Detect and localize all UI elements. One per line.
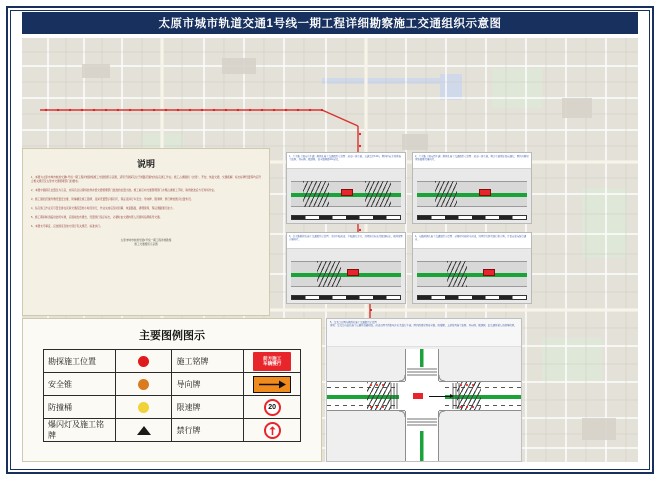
legend-label-survey-location: 勘探施工位置 — [44, 350, 116, 373]
intersection-caption-line: 说明：交叉口内钻孔施工应避开高峰时段，封闭范围不得影响左转及直行车流；围挡四周设置安全锥、防撞桶，上游设置施工铭牌、导向牌、限速牌，由交通协管人员现场指挥。 — [330, 324, 517, 328]
thumbnail-drawing — [413, 249, 531, 303]
yellow-dot-icon — [138, 402, 149, 413]
description-heading: 说明 — [136, 159, 155, 169]
legend-symbol-cell — [115, 396, 172, 419]
description-paragraph: 3、施工围挡范围外侧设置安全锥、防撞桶及施工铭牌，夜间设置警示爆闪灯，保证夜间行车安全；导向牌、限速牌、禁行牌按图示位置布设。 — [31, 198, 194, 202]
description-paragraph: 5、施工期间如需临时封闭车道，应提前发布通告，设置绕行指示标志，必要时由交通协管人员现场指挥疏导交通。 — [31, 216, 163, 220]
description-paragraph: 6、本图未尽事宜，应按国家及地方现行有关规范、标准执行。 — [31, 225, 103, 229]
thumbnail-drawing — [413, 169, 531, 223]
legend-row — [44, 350, 301, 373]
work-sign-marker — [483, 269, 495, 276]
description-paragraph: 1、本图为太原市城市轨道交通1号线一期工程详细勘察施工交通组织示意图，适用于勘探孔位于道路范围内的钻孔施工作业。施工占道围挡（封闭）、开挖、恢复交通、交通疏解、标志标牌设置等均应符合相关规范及太原市交通管理部门的要求。 — [31, 176, 261, 184]
thumbnail-caption: 4、支路勘探孔施工交通组织示意图：必要时可临时全封闭，设置禁行牌及绕行指示牌，并提前发布绕行通告。 — [413, 233, 531, 249]
thumbnail-drawing — [287, 249, 405, 303]
legend-symbol-cell — [115, 373, 172, 396]
red-dot-icon — [138, 356, 149, 367]
beacon-light-icon — [137, 426, 151, 435]
scale-bar — [417, 295, 527, 300]
legend-label-guide-sign: 导向牌 — [172, 373, 244, 396]
description-panel — [22, 148, 270, 316]
work-zone-hatch — [435, 181, 457, 207]
legend-panel — [22, 318, 322, 462]
legend-row — [44, 373, 301, 396]
legend-row — [44, 419, 301, 442]
work-sign-icon — [253, 352, 291, 371]
legend-symbol-cell — [115, 419, 172, 442]
median-green — [291, 273, 401, 277]
legend-label-safety-cone: 安全锥 — [44, 373, 116, 396]
thumbnail-caption: 2、主干路（双向四车道）勘探孔施工交通组织示意图：封闭一条车道，剩余车道保证双向通行，围挡外侧设置防撞桶及爆闪灯。 — [413, 153, 531, 169]
thumbnail-drawing — [287, 169, 405, 223]
description-footer-line: 太原市城市轨道交通1号线一期工程详细勘察 — [120, 239, 172, 243]
sheet-title: 太原市城市轨道交通1号线一期工程详细勘察施工交通组织示意图 — [22, 12, 638, 34]
legend-label-work-sign: 施工铭牌 — [172, 350, 244, 373]
scale-bar — [417, 215, 527, 220]
work-zone-hatch — [365, 181, 391, 207]
work-sign-line-2: 车辆慢行 — [262, 361, 282, 366]
legend-label-no-entry-sign: 禁行牌 — [172, 419, 244, 442]
legend-symbol-cell — [115, 350, 172, 373]
arrow-board-icon — [253, 376, 291, 393]
section-thumbnail-1 — [286, 152, 406, 224]
legend-symbol-cell — [244, 419, 301, 442]
section-thumbnail-3 — [286, 232, 406, 304]
median-green — [417, 193, 527, 197]
description-footer-line: 施工交通组织示意图 — [134, 243, 158, 247]
thumbnail-caption: 1、主干路（双向六车道）勘探孔施工交通组织示意图：封闭一条车道，占道宽度3.0m，围挡区前方设置施工铭牌、导向牌、限速牌，安全锥间距2m布设。 — [287, 153, 405, 169]
legend-symbol-cell — [244, 350, 301, 373]
work-sign-line-1: 前方施工 — [262, 355, 282, 361]
work-zone-hatch — [303, 181, 329, 207]
intersection-vectors — [327, 347, 522, 462]
section-thumbnail-4 — [412, 232, 532, 304]
legend-table — [43, 349, 301, 442]
legend-label-speed-limit-sign: 限速牌 — [172, 396, 244, 419]
scale-bar — [291, 215, 401, 220]
work-sign-marker — [479, 189, 491, 196]
legend-label-beacon-and-sign: 爆闪灯及施工铭牌 — [44, 419, 116, 442]
work-sign-marker — [341, 189, 353, 196]
work-sign-marker — [347, 269, 359, 276]
orange-dot-icon — [138, 379, 149, 390]
description-paragraph: 2、本图中勘探孔位置仅为示意，实际孔位以现场放样并经交通管理部门批准的位置为准。施工前应向交通管理部门办理占道施工手续，取得批准后方可进场作业。 — [31, 189, 217, 193]
work-zone-hatch — [447, 261, 467, 287]
legend-row — [44, 396, 301, 419]
no-entry-icon — [264, 422, 281, 439]
legend-symbol-cell — [244, 373, 301, 396]
thumbnail-caption: 3、次干路勘探孔施工交通组织示意图：采用半幅封闭、半幅通行方式，设置绕行标志及限速标志，夜间设警示爆闪灯。 — [287, 233, 405, 249]
work-zone-hatch — [317, 261, 341, 287]
description-footer — [31, 239, 261, 247]
legend-label-crash-barrel: 防撞桶 — [44, 396, 116, 419]
speed-limit-icon: 20 — [264, 399, 281, 416]
description-paragraph: 4、钻孔施工作业应尽量安排在夜间交通流量较小时段进行，作业完成后及时回填、恢复路面，清理现场，保证道路通行能力。 — [31, 207, 176, 211]
section-thumbnail-2 — [412, 152, 532, 224]
scale-bar — [291, 295, 401, 300]
intersection-caption — [327, 319, 521, 347]
intersection-caption-line: 5、交叉口范围内勘探孔施工交通组织示意图 — [330, 321, 377, 324]
median-green — [417, 273, 527, 277]
legend-symbol-cell — [244, 396, 301, 419]
legend-heading: 主要图例图示 — [139, 330, 205, 342]
intersection-diagram — [326, 318, 522, 462]
description-body — [31, 176, 261, 229]
